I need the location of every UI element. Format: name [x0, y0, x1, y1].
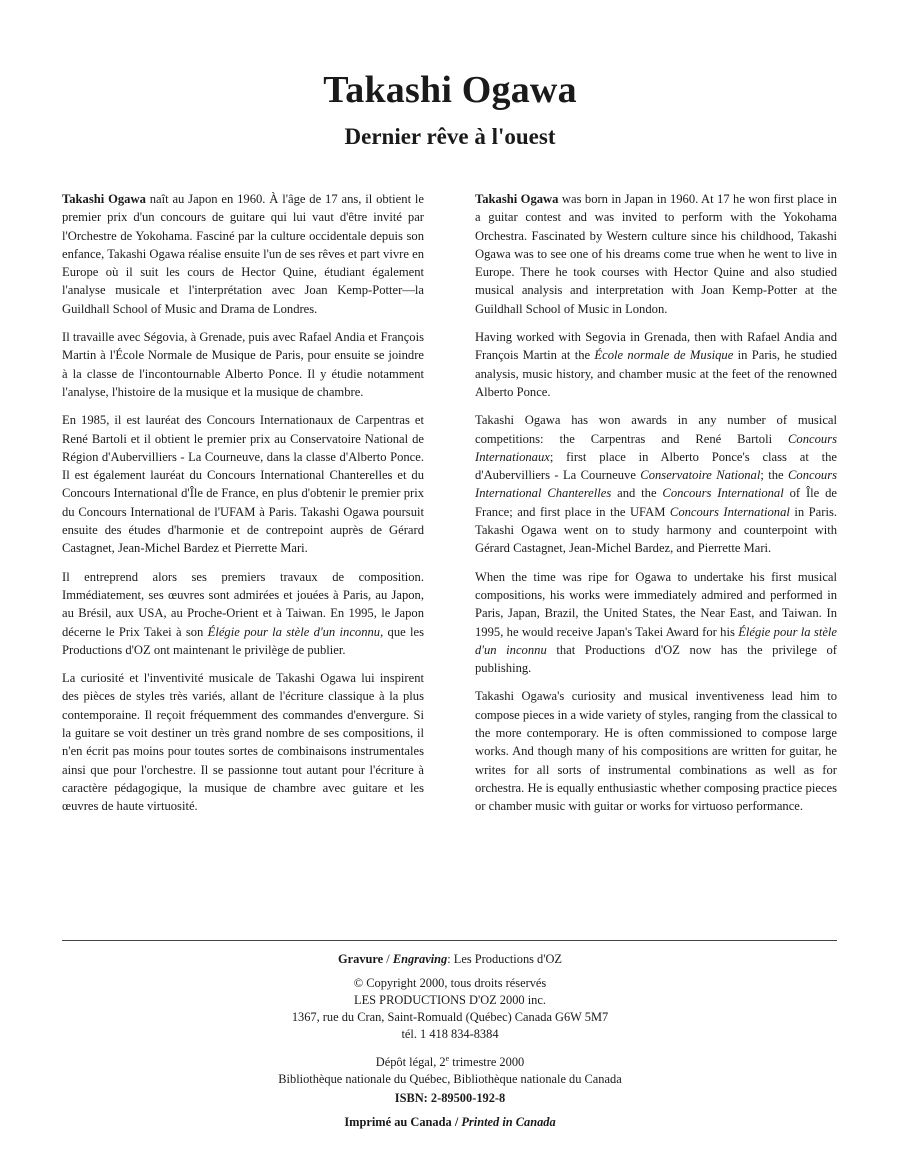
- composer-name: Takashi Ogawa: [475, 192, 559, 206]
- work-title: Élégie pour la stèle d'un inconnu: [207, 624, 381, 639]
- national-libraries: Bibliothèque nationale du Québec, Bibliothèque nationale du Canada: [278, 1072, 622, 1087]
- colophon: [0, 951, 900, 1131]
- english-column: [475, 190, 837, 826]
- french-paragraph-1: Takashi Ogawa naît au Japon en 1960. À l'âge de 17 ans, il obtient le premier prix d'un concours de guitare qui lui vaut d'être invité par l'Orchestre de Yokohama. Fasciné par la culture occidentale depuis son enfance, Takashi Ogawa réalise ensuite l'un de ses rêves et part vivre en Europe où il suit les cours de Hector Quine, étudiant également l'analyse musicale et l'interprétation avec Joan Kemp-Potter—la Guildhall School of Music and Drama de Londres.: [62, 192, 424, 316]
- legal-deposit: Dépôt légal, 2e trimestre 2000: [375, 1054, 525, 1070]
- copyright-line: © Copyright 2000, tous droits réservés: [353, 976, 547, 990]
- english-paragraph-4: When the time was ripe for Ogawa to undertake his first musical compositions, his works were immediately admired and performed in Paris, Japan, Brazil, the United States, the Near East, and Taiwan. In 1995, he would receive Japan's Takei Award for his Élégie pour la stèle d'un inconnu that Productions d'OZ now has the privilege of publishing.: [475, 569, 837, 676]
- printed-in-canada: Imprimé au Canada / Printed in Canada: [344, 1115, 556, 1130]
- composer-name: Takashi Ogawa: [62, 192, 146, 206]
- page-subtitle: Dernier rêve à l'ouest: [344, 124, 556, 149]
- french-paragraph-5: La curiosité et l'inventivité musicale de Takashi Ogawa lui inspirent des pièces de styles très variés, allant de l'écriture classique à la plus contemporaine. Il reçoit fréquemment des commandes d'envergure. Si la guitare se voit destiner un très grand nombre de ses compositions, il n'en écrit pas moins pour toutes sortes de combinaisons instrumentales ainsi que pour l'orchestre. Il se passionne tout autant pour l'écriture à caractère pédagogique, la musique de chambre avec guitare et les œuvres de haute virtuosité.: [62, 671, 424, 814]
- french-paragraph-4: Il entreprend alors ses premiers travaux de composition. Immédiatement, ses œuvres sont admirées et jouées à Paris, au Japon, au Brésil, aux USA, au Proche-Orient et à Taiwan. En 1995, le Japon décerne le Prix Takei à son Élégie pour la stèle d'un inconnu, que les Productions d'OZ ont maintenant le privilège de publier.: [62, 569, 425, 657]
- work-title: Élégie pour la stèle d'un inconnu: [475, 624, 837, 657]
- french-paragraph-2: Il travaille avec Ségovia, à Grenade, puis avec Rafael Andia et François Martin à l'École Normale de Musique de Paris, pour ensuite se joindre à la classe de l'incontournable Alberto Ponce. Il y étudie notamment l'analyse, l'histoire de la musique et la musique de chambre.: [62, 330, 424, 399]
- french-paragraph-3: En 1985, il est lauréat des Concours Internationaux de Carpentras et René Bartoli et il obtient le premier prix au Conservatoire National de Région d'Aubervilliers - La Courneuve, dans la classe d'Alberto Ponce. Il est également lauréat du Concours International Chanterelles et du Concours International d'Île de France, en plus d'obtenir le premier prix du Concours International de l'UFAM à Paris. Takashi Ogawa poursuit ensuite des études d'harmonie et de contrepoint auprès de Gérard Castagnet, Jean-Michel Bardez et Pierrette Mari.: [62, 413, 424, 556]
- page-title: Takashi Ogawa: [323, 69, 577, 111]
- engraving-credit: Gravure / Engraving: Les Productions d'OZ: [337, 952, 563, 966]
- publisher-name: LES PRODUCTIONS D'OZ 2000 inc.: [354, 993, 546, 1007]
- english-paragraph-3: Takashi Ogawa has won awards in any number of musical competitions: the Carpentras and René Bartoli Concours Internationaux; first place in Alberto Ponce's class at the d'Aubervilliers - La Courneuve Conservatoire National; the Concours International Chanterelles and the Concours International of Île de France; and first place in the UFAM Concours International in Paris. Takashi Ogawa went on to study harmony and counterpoint with Gérard Castagnet, Jean-Michel Bardez, and Pierrette Mari.: [475, 413, 838, 556]
- footer-divider: [62, 940, 837, 941]
- english-paragraph-2: Having worked with Segovia in Grenada, then with Rafael Andia and François Martin at the École normale de Musique in Paris, he studied analysis, music history, and chamber music at the feet of the renowned Alberto Ponce.: [475, 330, 837, 399]
- english-paragraph-5: Takashi Ogawa's curiosity and musical inventiveness lead him to compose pieces in a wide variety of styles, ranging from the classical to the more contemporary. He is often commissioned to compose large works. And though many of his compositions are written for guitar, he writes for all sorts of instrumental combinations as well as for orchestra. He is equally enthusiastic whether composing practice pieces or chamber music with guitar or works for virtuoso performance.: [475, 689, 837, 814]
- english-paragraph-1: Takashi Ogawa was born in Japan in 1960. At 17 he won first place in a guitar contest and was invited to perform with the Yokohama Orchestra. Fascinated by Western culture since his childhood, Takashi Ogawa was to see one of his dreams come true when he went to live in Europe. There he took courses with Hector Quine and also studied musical analysis and interpretation with Joan Kemp-Potter at the Guildhall School of Music in London.: [475, 192, 837, 316]
- french-column: [62, 190, 424, 826]
- publisher-address: 1367, rue du Cran, Saint-Romuald (Québec) Canada G6W 5M7: [291, 1010, 609, 1024]
- publisher-phone: tél. 1 418 834-8384: [401, 1027, 499, 1041]
- isbn: ISBN: 2-89500-192-8: [394, 1091, 506, 1106]
